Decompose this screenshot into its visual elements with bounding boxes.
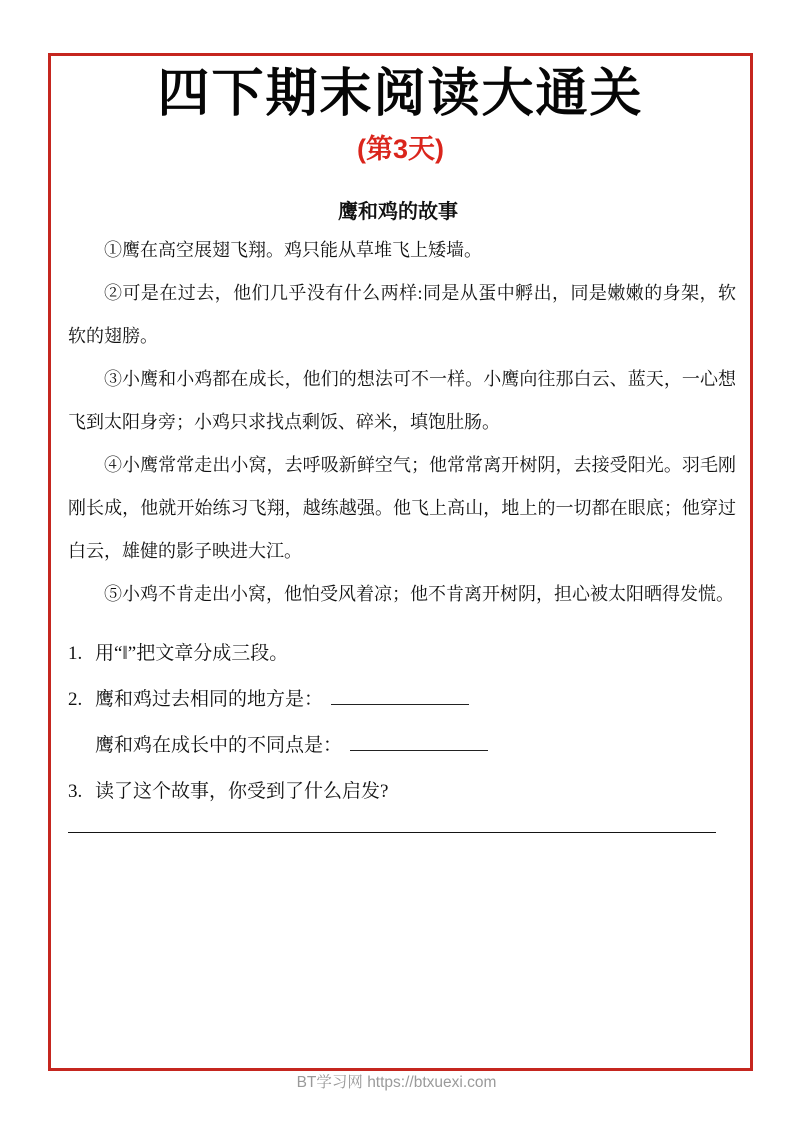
day-badge: (第3天) — [357, 134, 444, 164]
question-2b-text: 鹰和鸡在成长中的不同点是： — [95, 735, 343, 756]
story-title: 鹰和鸡的故事 — [338, 201, 458, 223]
long-answer-blank-line — [68, 812, 716, 833]
story-paragraph-5: ⑤小鸡不肯走出小窝，他怕受风着凉；他不肯离开树阴，担心被太阳晒得发慌。 — [104, 584, 734, 604]
question-2b — [68, 735, 733, 757]
story-paragraph-3: ③小鹰和小鸡都在成长，他们的想法可不一样。小鹰向往那白云、蓝天，一心想飞到太阳身旁；小鸡只求找点剩饭、碎米，填饱肚肠。 — [68, 369, 736, 432]
question-1 — [68, 643, 733, 665]
question-3-text: 读了这个故事，你受到了什么启发? — [95, 781, 389, 802]
question-list — [68, 643, 733, 827]
question-3-number: 3. — [68, 781, 83, 802]
story-body — [68, 229, 736, 616]
page-title: 四下期末阅读大通关 — [157, 65, 644, 123]
question-2-number: 2. — [68, 689, 83, 710]
question-3 — [68, 781, 733, 803]
answer-blank-1 — [331, 689, 469, 705]
story-paragraph-2: ②可是在过去，他们几乎没有什么两样:同是从蛋中孵出，同是嫩嫩的身架，软软的翅膀。 — [68, 283, 736, 346]
question-1-text: 用“‖”把文章分成三段。 — [95, 643, 289, 664]
watermark-footer: BT学习网 https://btxuexi.com — [296, 1074, 497, 1091]
answer-blank-2 — [350, 735, 488, 751]
question-2 — [68, 689, 733, 711]
question-1-number: 1. — [68, 643, 83, 664]
story-paragraph-1: ①鹰在高空展翅飞翔。鸡只能从草堆飞上矮墙。 — [104, 240, 482, 260]
question-2-text: 鹰和鸡过去相同的地方是： — [95, 689, 324, 710]
story-paragraph-4: ④小鹰常常走出小窝，去呼吸新鲜空气；他常常离开树阴，去接受阳光。羽毛刚刚长成，他就开始练习飞翔，越练越强。他飞上高山，地上的一切都在眼底；他穿过白云，雄健的影子映进大江。 — [68, 455, 736, 561]
